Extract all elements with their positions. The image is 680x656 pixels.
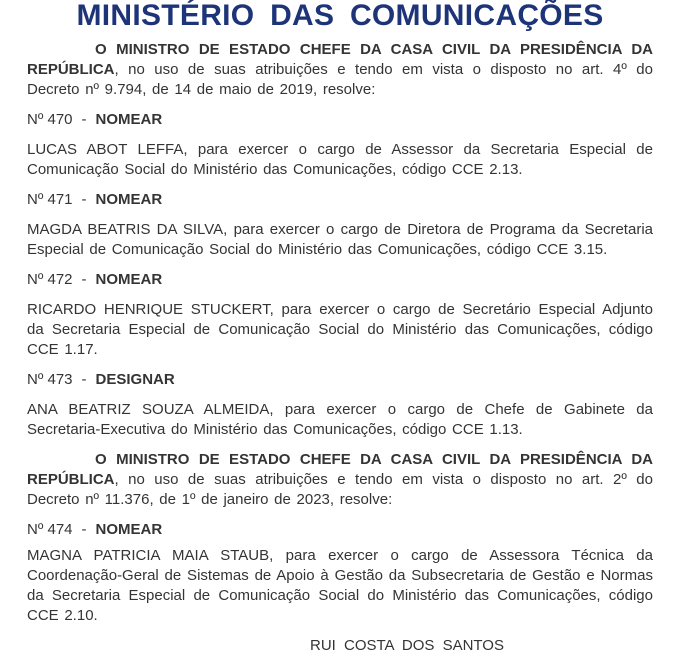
act-474-number: Nº 474 xyxy=(27,521,73,538)
act-471-action: NOMEAR xyxy=(95,191,163,208)
act-470-heading xyxy=(27,110,653,130)
act-472-body-highlighted: RICARDO HENRIQUE STUCKERT, para exercer o cargo de Secretário Especial Adjunto da Secretaria Especial de Comunicação Social do Ministério das Comunicações, código CCE 1.17. xyxy=(27,301,653,358)
act-473-heading xyxy=(27,370,653,390)
act-474-heading xyxy=(27,520,653,540)
act-473-number: Nº 473 xyxy=(27,371,73,388)
act-471-heading xyxy=(27,190,653,210)
signature-name: RUI COSTA DOS SANTOS xyxy=(310,637,504,654)
document-title: MINISTÉRIO DAS COMUNICAÇÕES xyxy=(76,0,604,32)
act-473-action: DESIGNAR xyxy=(95,371,175,388)
act-470-number: Nº 470 xyxy=(27,111,73,128)
preamble-paragraph-2 xyxy=(27,450,653,510)
preamble-2-authority: O MINISTRO DE ESTADO CHEFE DA CASA CIVIL DA PRESIDÊNCIA DA REPÚBLICA xyxy=(27,451,653,488)
act-472-action: NOMEAR xyxy=(95,271,163,288)
act-470-body: LUCAS ABOT LEFFA, para exercer o cargo de Assessor da Secretaria Especial de Comunicação Social do Ministério das Comunicações, código CCE 2.13. xyxy=(27,141,653,178)
highlight-marker-heading xyxy=(27,270,162,290)
act-471-dash: - xyxy=(81,191,87,208)
preamble-2-text: , no uso de suas atribuições e tendo em vista o disposto no art. 2º do Decreto nº 11.376, de 1º de janeiro de 2023, resolve: xyxy=(27,471,653,508)
preamble-1-authority: O MINISTRO DE ESTADO CHEFE DA CASA CIVIL DA PRESIDÊNCIA DA REPÚBLICA xyxy=(27,41,653,78)
act-472-number: Nº 472 xyxy=(27,271,73,288)
act-474-action: NOMEAR xyxy=(95,521,163,538)
act-471-body: MAGDA BEATRIS DA SILVA, para exercer o cargo de Diretora de Programa da Secretaria Especial de Comunicação Social do Ministério das Comunicações, código CCE 3.15. xyxy=(27,221,653,258)
act-473-body: ANA BEATRIZ SOUZA ALMEIDA, para exercer o cargo de Chefe de Gabinete da Secretaria-Executiva do Ministério das Comunicações, código CCE 1.13. xyxy=(27,401,653,438)
act-472-heading xyxy=(27,270,653,290)
act-474-body: MAGNA PATRICIA MAIA STAUB, para exercer o cargo de Assessora Técnica da Coordenação-Geral de Sistemas de Apoio à Gestão da Subsecretaria de Gestão e Normas da Secretaria Especial de Comunicação Social do Ministério das Comunicações, código CCE 2.10. xyxy=(27,547,653,624)
act-470-action: NOMEAR xyxy=(95,111,163,128)
act-473-dash: - xyxy=(81,371,87,388)
act-472-dash: - xyxy=(81,271,87,288)
preamble-paragraph-1 xyxy=(27,40,653,100)
preamble-1-text: , no uso de suas atribuições e tendo em vista o disposto no art. 4º do Decreto nº 9.794, de 14 de maio de 2019, resolve: xyxy=(27,61,653,98)
act-471-number: Nº 471 xyxy=(27,191,73,208)
act-474-dash: - xyxy=(81,521,87,538)
act-470-dash: - xyxy=(81,111,87,128)
